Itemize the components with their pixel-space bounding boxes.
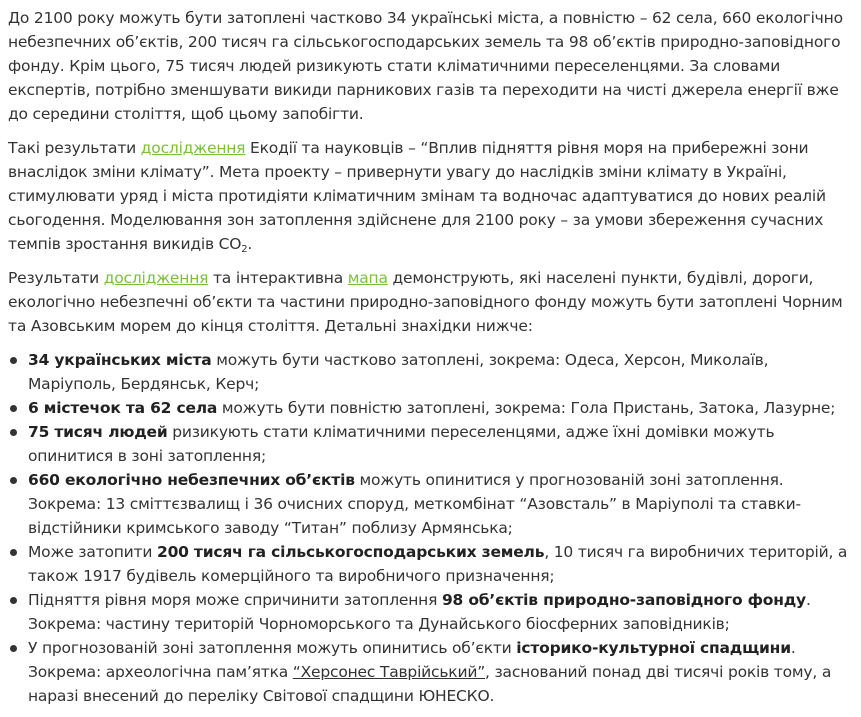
list-item	[8, 420, 858, 468]
finding-highlight: 34 українських міста	[28, 351, 212, 369]
finding-text: . Зокрема: частину територій Чорноморського та Дунайського біосферних заповідників;	[28, 591, 811, 633]
research-link[interactable]: дослідження	[103, 269, 209, 287]
list-item	[8, 540, 858, 588]
finding-prefix: У прогнозованій зоні затоплення можуть опинитись об’єкти	[28, 639, 517, 657]
finding-text: можуть бути частково затоплені, зокрема: Одеса, Херсон, Миколаїв, Маріуполь, Бердянськ, Керч;	[28, 351, 769, 393]
co2-subscript: 2	[241, 244, 248, 255]
article-body	[8, 0, 858, 708]
results-text-3: демонструють, які населені пункти, будівлі, дороги, екологічно небезпечні об’єкти та частини природно-заповідного фонду можуть бути затоплені Чорним та Азовським морем до кінця століття. Детальні знахідки нижче:	[8, 269, 843, 335]
finding-text-end: , заснований понад дві тисячі років тому, а наразі внесений до переліку Світової спадщини ЮНЕСКО.	[28, 663, 832, 705]
finding-highlight: 98 об’єктів природно-заповідного фонду	[441, 591, 806, 609]
findings-list	[8, 348, 858, 708]
finding-highlight: історико-культурної спадщини	[516, 639, 791, 657]
list-item	[8, 396, 858, 420]
finding-text: , 10 тисяч га виробничих територій, а також 1917 будівель комерційного та виробничого призначення;	[28, 543, 848, 585]
map-link[interactable]: мапа	[347, 269, 388, 287]
study-paragraph	[8, 136, 858, 256]
study-text-2: Екодії та науковців – “Вплив підняття рівня моря на прибережні зони внаслідок зміни клімату”. Мета проекту – привернути увагу до наслідків зміни клімату в Україні, стимулювати уряд і міста протидіяти кліматичним змінам та водночас адаптуватися до нових реалій сьогодення. Моделювання зон затоплення здійснене для 2100 року – за умови збереження сучасних темпів зростання викидів CO	[8, 139, 826, 253]
finding-highlight: 660 екологічно небезпечних об’єктів	[28, 471, 355, 489]
results-paragraph	[8, 266, 858, 338]
finding-text: можуть опинитися у прогнозованій зоні затоплення. Зокрема: 13 сміттєзвалищ і 36 очисних споруд, меткомбінат “Азовсталь” в Маріуполі та ставки-відстійники кримського заводу “Титан” поблизу Армянська;	[28, 471, 801, 537]
results-text-1: Результати	[8, 269, 104, 287]
intro-paragraph: До 2100 року можуть бути затоплені частково 34 українські міста, а повністю – 62 села, 660 екологічно небезпечних об’єктів, 200 тисяч га сільськогосподарських земель та 98 об’єктів природно-заповідного фонду. Крім цього, 75 тисяч людей ризикують стати кліматичними переселенцями. За словами експертів, потрібно зменшувати викиди парникових газів та переходити на чисті джерела енергії вже до середини століття, щоб цьому запобігти.	[8, 9, 843, 123]
list-item	[8, 588, 858, 636]
finding-prefix: Може затопити	[28, 543, 157, 561]
list-item	[8, 348, 858, 396]
list-item	[8, 468, 858, 540]
study-link[interactable]: дослідження	[140, 139, 246, 157]
results-text-2: та інтерактивна	[208, 269, 348, 287]
finding-highlight: 6 містечок та 62 села	[28, 399, 218, 417]
chersonesus-link[interactable]: “Херсонес Таврійський”	[292, 663, 486, 681]
finding-text: ризикують стати кліматичними переселенцями, адже їхні домівки можуть опинитися в зоні затоплення;	[28, 423, 775, 465]
finding-highlight: 75 тисяч людей	[28, 423, 168, 441]
study-text-3: .	[247, 235, 253, 253]
finding-highlight: 200 тисяч га сільськогосподарських земель	[156, 543, 545, 561]
finding-prefix: Підняття рівня моря може спричинити затоплення	[28, 591, 442, 609]
finding-text: . Зокрема: археологічна пам’ятка	[28, 639, 796, 681]
list-item	[8, 636, 858, 708]
finding-text: можуть бути повністю затоплені, зокрема: Гола Пристань, Затока, Лазурне;	[217, 399, 836, 417]
study-text-1: Такі результати	[8, 139, 141, 157]
